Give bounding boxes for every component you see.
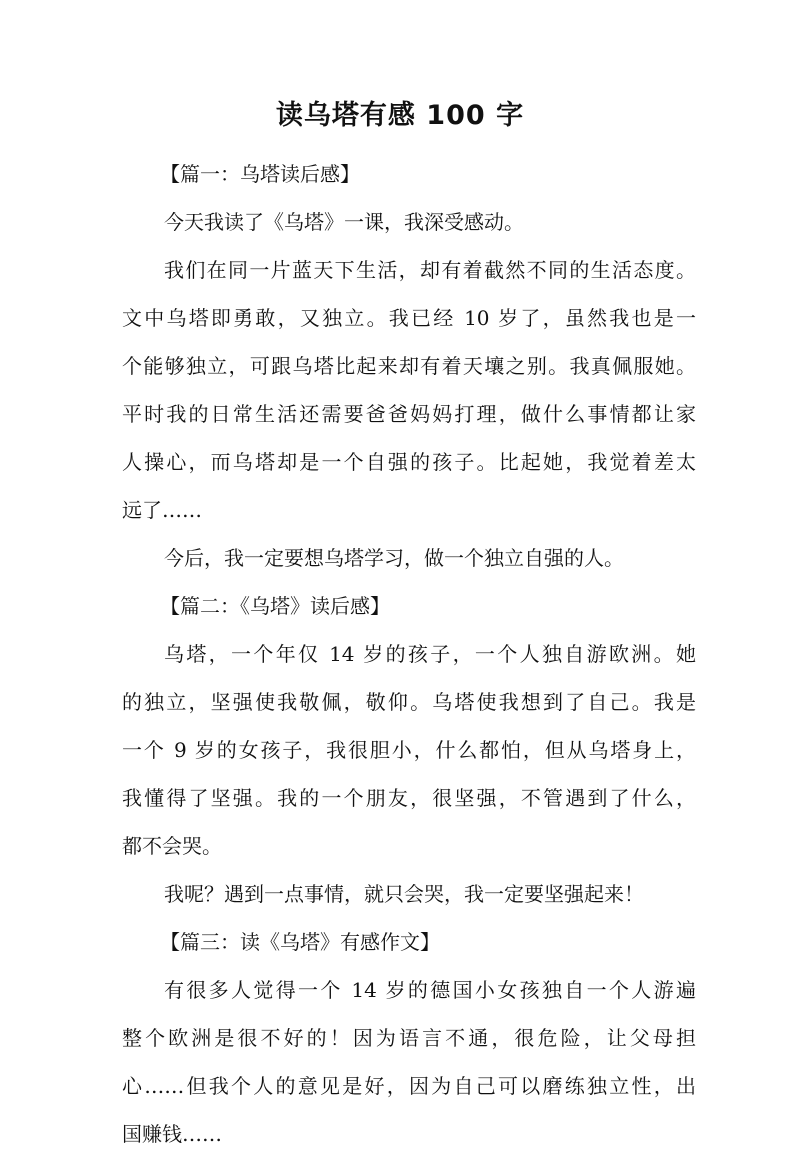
document-body bbox=[122, 150, 696, 1158]
paragraph-line: 整个欧洲是很不好的！因为语言不通，很危险，让父母担 bbox=[122, 1026, 696, 1050]
paragraph-line: 一个 9 岁的女孩子，我很胆小，什么都怕，但从乌塔身上， bbox=[122, 738, 696, 762]
paragraph-line: 人操心，而乌塔却是一个自强的孩子。比起她，我觉着差太 bbox=[122, 450, 696, 474]
paragraph-line: 文中乌塔即勇敢，又独立。我已经 10 岁了，虽然我也是一 bbox=[122, 306, 696, 330]
paragraph-line: 国赚钱…… bbox=[122, 1122, 222, 1146]
section-heading-3: 【篇三：读《乌塔》有感作文】 bbox=[160, 930, 440, 954]
paragraph-line: 个能够独立，可跟乌塔比起来却有着天壤之别。我真佩服她。 bbox=[122, 354, 696, 378]
paragraph-line: 我呢？遇到一点事情，就只会哭，我一定要坚强起来！ bbox=[164, 882, 644, 906]
document-title: 读乌塔有感 100 字 bbox=[275, 100, 525, 131]
paragraph-line: 今天我读了《乌塔》一课，我深受感动。 bbox=[164, 210, 524, 234]
paragraph-line: 有很多人觉得一个 14 岁的德国小女孩独自一个人游遍 bbox=[164, 978, 696, 1002]
paragraph-line: 远了…… bbox=[122, 498, 202, 522]
section-heading-2: 【篇二：《乌塔》读后感】 bbox=[160, 594, 390, 618]
paragraph-line: 都不会哭。 bbox=[122, 834, 222, 858]
paragraph-line: 乌塔，一个年仅 14 岁的孩子，一个人独自游欧洲。她 bbox=[164, 642, 696, 666]
paragraph-line: 的独立，坚强使我敬佩，敬仰。乌塔使我想到了自己。我是 bbox=[122, 690, 696, 714]
paragraph-line: 我懂得了坚强。我的一个朋友，很坚强，不管遇到了什么， bbox=[122, 786, 696, 810]
paragraph-line: 今后，我一定要想乌塔学习，做一个独立自强的人。 bbox=[164, 546, 624, 570]
section-heading-1: 【篇一：乌塔读后感】 bbox=[160, 162, 360, 186]
paragraph-line: 心……但我个人的意见是好，因为自己可以磨练独立性，出 bbox=[122, 1074, 696, 1098]
paragraph-line: 我们在同一片蓝天下生活，却有着截然不同的生活态度。 bbox=[164, 258, 696, 282]
paragraph-line: 平时我的日常生活还需要爸爸妈妈打理，做什么事情都让家 bbox=[122, 402, 696, 426]
